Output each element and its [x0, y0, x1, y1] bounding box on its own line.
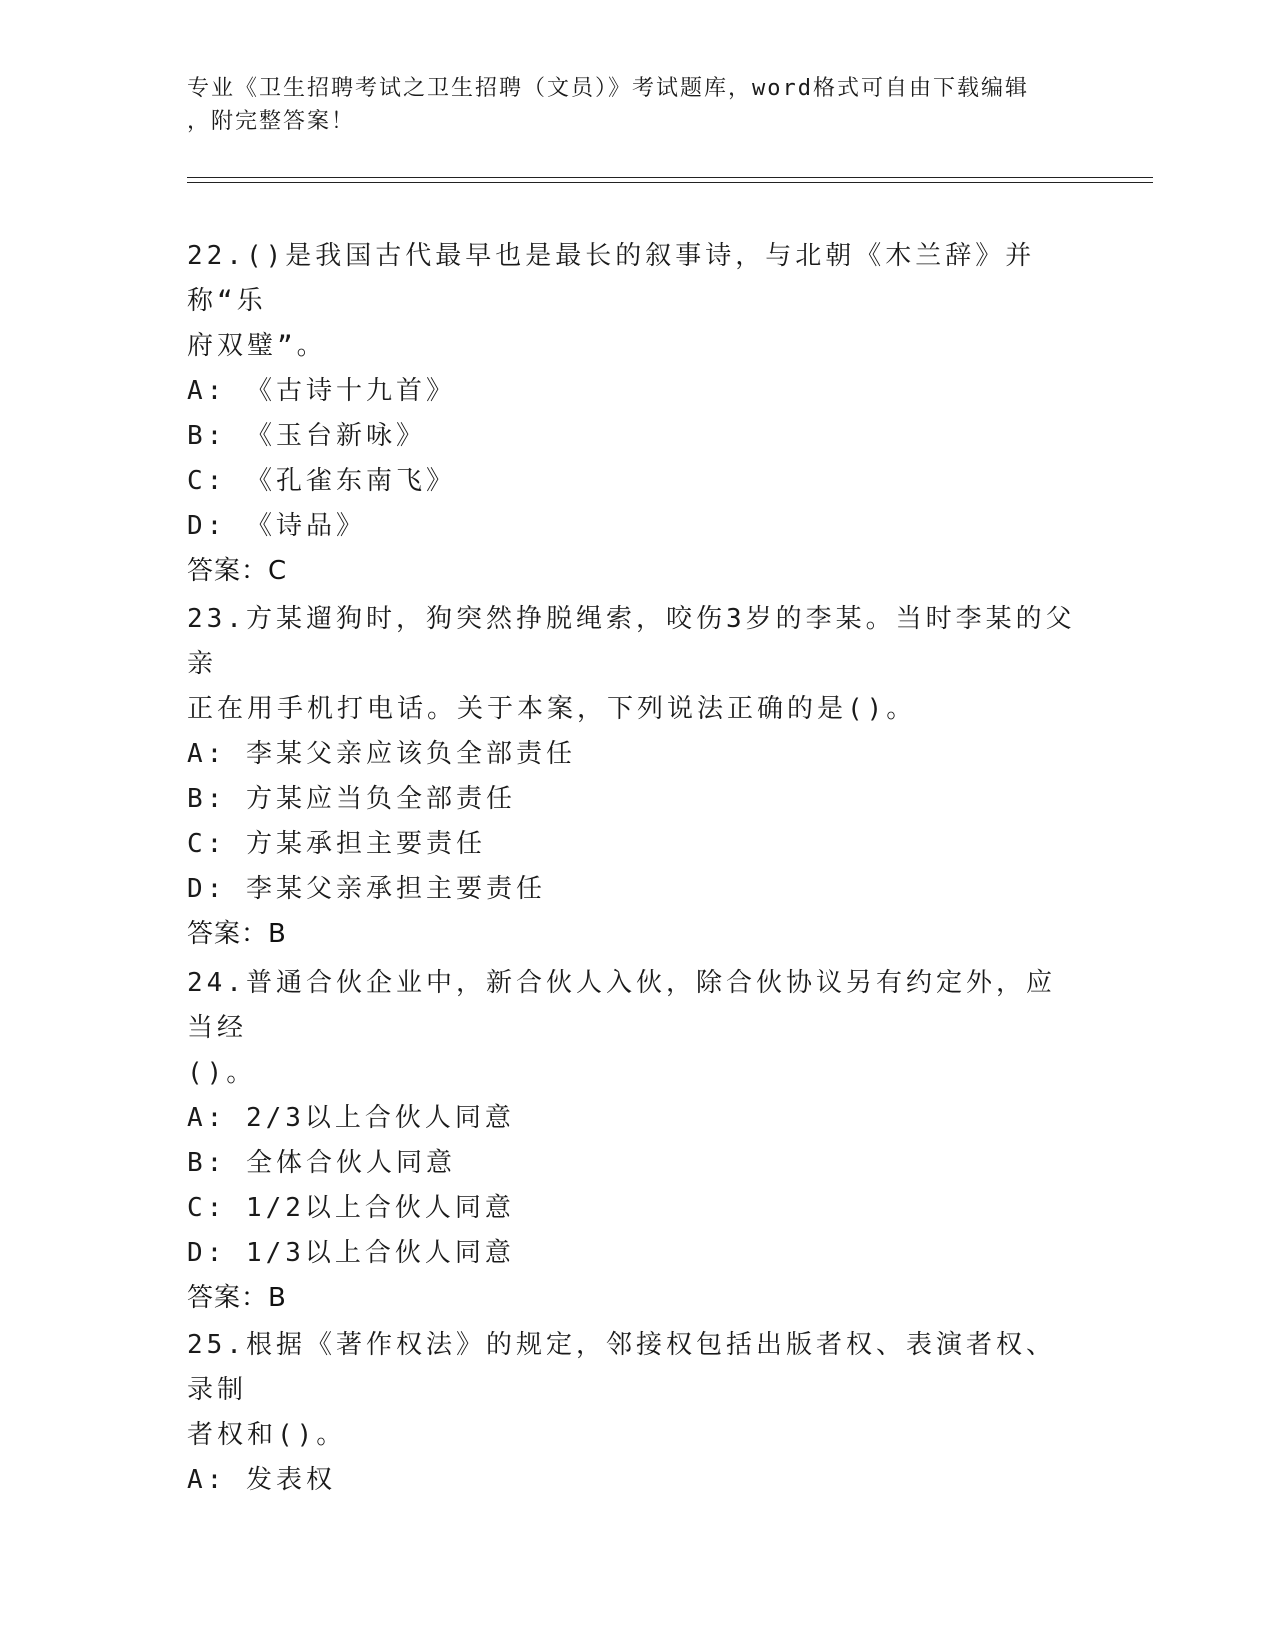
header-divider-bottom	[187, 182, 1153, 183]
option-c: C: 《孔雀东南飞》	[187, 466, 456, 496]
question-stem-line: 者权和()。	[187, 1420, 347, 1450]
question-25	[187, 1323, 1077, 1503]
header-divider-top	[187, 177, 1153, 178]
option-c: C: 1/2以上合伙人同意	[187, 1193, 515, 1223]
option-b: B: 全体合伙人同意	[187, 1148, 456, 1178]
answer-line: 答案：B	[187, 919, 287, 949]
question-stem-line: 25.根据《著作权法》的规定，邻接权包括出版者权、表演者权、录制	[187, 1330, 1056, 1405]
answer-line: 答案：B	[187, 1283, 287, 1313]
option-c: C: 方某承担主要责任	[187, 829, 486, 859]
document-header	[187, 72, 1067, 138]
answer-line: 答案：C	[187, 556, 288, 586]
question-stem-line: 24.普通合伙企业中，新合伙人入伙，除合伙协议另有约定外，应当经	[187, 968, 1056, 1043]
header-line-2: ，附完整答案！	[187, 109, 356, 134]
option-a: A: 发表权	[187, 1465, 336, 1495]
question-stem-line: 正在用手机打电话。关于本案，下列说法正确的是()。	[187, 694, 917, 724]
option-d: D: 《诗品》	[187, 511, 366, 541]
question-stem-line: ()。	[187, 1058, 257, 1088]
header-line-1: 专业《卫生招聘考试之卫生招聘（文员）》考试题库，word格式可自由下载编辑	[187, 76, 1029, 101]
question-stem-line: 府双璧”。	[187, 331, 327, 361]
question-22	[187, 234, 1077, 594]
question-stem-line: 22.()是我国古代最早也是最长的叙事诗，与北朝《木兰辞》并称“乐	[187, 241, 1036, 316]
option-b: B: 《玉台新咏》	[187, 421, 426, 451]
option-d: D: 1/3以上合伙人同意	[187, 1238, 515, 1268]
option-a: A: 2/3以上合伙人同意	[187, 1103, 515, 1133]
option-a: A: 《古诗十九首》	[187, 376, 456, 406]
option-b: B: 方某应当负全部责任	[187, 784, 516, 814]
question-23	[187, 597, 1077, 957]
question-stem-line: 23.方某遛狗时，狗突然挣脱绳索，咬伤3岁的李某。当时李某的父亲	[187, 604, 1076, 679]
option-d: D: 李某父亲承担主要责任	[187, 874, 546, 904]
option-a: A: 李某父亲应该负全部责任	[187, 739, 576, 769]
question-24	[187, 961, 1077, 1321]
